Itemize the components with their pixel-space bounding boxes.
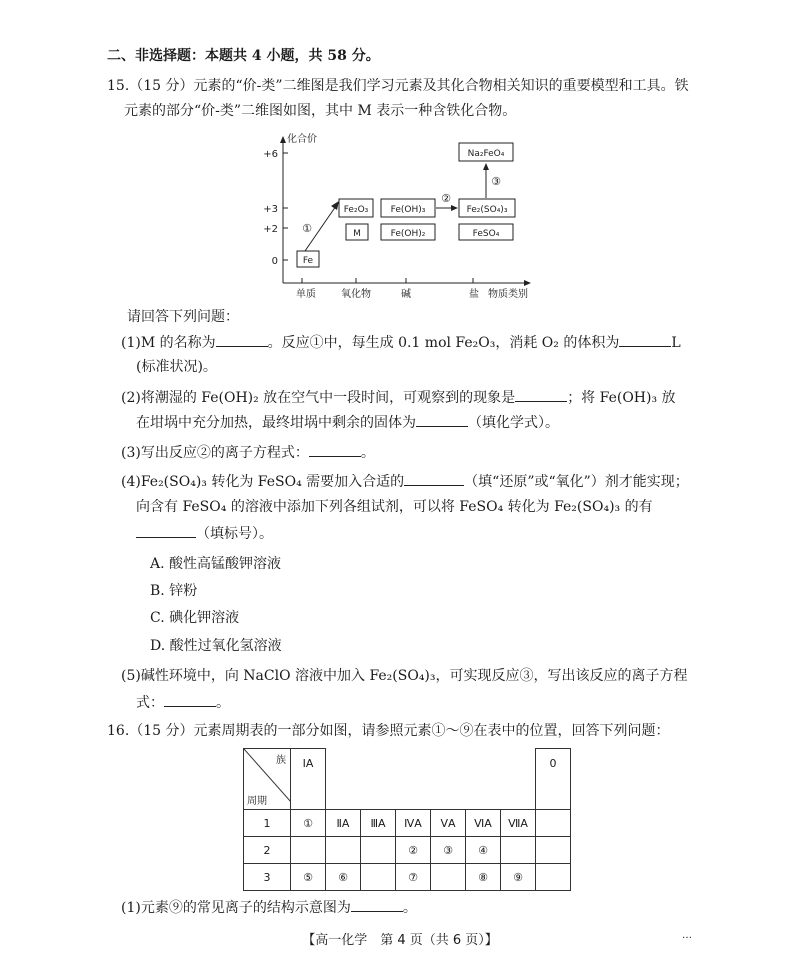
option-b: B. 锌粉 <box>150 583 198 599</box>
q15-prompt: 请回答下列问题： <box>127 309 239 325</box>
table-cell: 3 <box>244 864 291 891</box>
table-cell: ⑦ <box>396 864 431 891</box>
table-cell <box>501 837 536 864</box>
q15-p3-text-b: 。 <box>360 445 375 461</box>
q15-p1-text-c: L <box>671 335 681 351</box>
q15-intro-line1: 15.（15 分）元素的“价-类”二维图是我们学习元素及其化合物相关知识的重要模型和工具。铁 <box>107 78 689 94</box>
table-cell <box>431 864 466 891</box>
section-heading: 二、非选择题：本题共 4 小题，共 58 分。 <box>107 48 380 64</box>
table-cell: ⅦA <box>501 810 536 837</box>
table-cell: ② <box>396 837 431 864</box>
q15-part2-line1 <box>121 387 676 408</box>
q15-p1-text-a: (1)M 的名称为 <box>121 335 216 351</box>
answer-blank[interactable] <box>164 692 216 707</box>
answer-blank[interactable] <box>416 412 468 427</box>
q15-p2-text-a: (2)将潮湿的 Fe(OH)₂ 放在空气中一段时间，可观察到的现象是 <box>121 390 516 406</box>
table-cell: 2 <box>244 837 291 864</box>
reaction-label-1: ① <box>302 222 312 235</box>
answer-blank[interactable] <box>619 332 671 347</box>
fe-oh3-box: Fe(OH)₃ <box>390 205 426 215</box>
y-tick-label: +6 <box>263 149 278 160</box>
q15-p1-text-b: 。反应①中，每生成 0.1 mol Fe₂O₃，消耗 O₂ 的体积为 <box>267 335 620 351</box>
table-cell <box>291 837 326 864</box>
q15-p2-text-b: ；将 Fe(OH)₃ 放 <box>567 390 676 406</box>
q15-p2-text-d: （填化学式）。 <box>468 415 559 431</box>
feso4-box: FeSO₄ <box>472 229 500 239</box>
table-cell: ⅤA <box>431 810 466 837</box>
q15-part3 <box>121 442 375 463</box>
answer-blank[interactable] <box>136 523 196 538</box>
table-header-row <box>244 749 571 810</box>
table-row <box>244 864 571 891</box>
table-cell <box>361 864 396 891</box>
x-axis-label: 物质类别 <box>488 289 528 300</box>
q15-p4-text-a: (4)Fe₂(SO₄)₃ 转化为 FeSO₄ 需要加入合适的 <box>121 474 405 490</box>
option-d: D. 酸性过氧化氢溶液 <box>150 638 282 654</box>
y-tick-label: 0 <box>271 256 278 267</box>
table-cell <box>536 810 571 837</box>
x-category-label: 盐 <box>469 289 479 300</box>
table-cell <box>536 864 571 891</box>
option-a: A. 酸性高锰酸钾溶液 <box>150 556 282 572</box>
q15-part5-line1: (5)碱性环境中，向 NaClO 溶液中加入 Fe₂(SO₄)₃，可实现反应③，写出该反应的离子方程 <box>121 668 688 684</box>
corner-period-label: 周期 <box>247 796 267 807</box>
q15-intro-line2: 元素的部分“价-类”二维图如图，其中 M 表示一种含铁化合物。 <box>124 103 517 119</box>
q15-p4-text-b: （填“还原”或“氧化”）剂才能实现； <box>464 474 689 490</box>
fe2o3-box: Fe₂O₃ <box>343 205 369 215</box>
answer-blank[interactable] <box>351 897 403 912</box>
q16-intro: 16.（15 分）元素周期表的一部分如图，请参照元素①～⑨在表中的位置，回答下列问题： <box>107 723 670 739</box>
page-footer: 【高一化学 第 4 页（共 6 页）】 <box>302 933 498 948</box>
q15-part1-line2: (标准状况)。 <box>136 359 217 375</box>
x-category-label: 碱 <box>401 289 411 300</box>
q15-p4-text-d: （填标号）。 <box>196 526 273 542</box>
table-cell: ⅥA <box>466 810 501 837</box>
table-cell: ④ <box>466 837 501 864</box>
table-cell: ⅡA <box>326 810 361 837</box>
q15-p2-text-c: 在坩埚中充分加热，最终坩埚中剩余的固体为 <box>136 415 416 431</box>
na2feo4-box: Na₂FeO₄ <box>467 149 505 159</box>
option-c: C. 碘化钾溶液 <box>150 610 240 626</box>
answer-blank[interactable] <box>515 387 567 402</box>
y-tick-label: +3 <box>263 204 278 215</box>
x-category-label: 氧化物 <box>341 289 371 300</box>
answer-blank[interactable] <box>216 332 268 347</box>
table-cell <box>361 837 396 864</box>
table-cell: ⅣA <box>396 810 431 837</box>
fe2so43-box: Fe₂(SO₄)₃ <box>466 205 508 215</box>
q15-part4-line1 <box>121 471 689 492</box>
q15-p3-text-a: (3)写出反应②的离子方程式： <box>121 445 309 461</box>
corner-group-label: 族 <box>276 755 286 766</box>
group-1-header: ⅠA <box>291 749 326 810</box>
fe-oh2-box: Fe(OH)₂ <box>390 229 426 239</box>
corner-mark: … <box>682 930 692 941</box>
table-cell <box>536 837 571 864</box>
table-cell: ③ <box>431 837 466 864</box>
q15-part4-line3 <box>136 523 273 544</box>
fe-box: Fe <box>302 256 314 266</box>
x-category-label: 单质 <box>296 289 316 300</box>
group-0-header: 0 <box>536 749 571 810</box>
q15-p5-text-b: 式： <box>136 695 164 711</box>
periodic-table-fragment <box>243 748 571 891</box>
table-cell: ⑥ <box>326 864 361 891</box>
table-corner-cell <box>244 749 291 810</box>
y-tick-label: +2 <box>263 224 278 235</box>
q16-p1-text-b: 。 <box>402 900 417 916</box>
y-axis-label: 化合价 <box>287 134 317 145</box>
q15-p5-text-c: 。 <box>216 695 230 711</box>
table-row <box>244 837 571 864</box>
answer-blank[interactable] <box>404 471 464 486</box>
table-cell <box>326 837 361 864</box>
table-cell: ⑨ <box>501 864 536 891</box>
reaction-label-3: ③ <box>491 175 501 188</box>
answer-blank[interactable] <box>309 442 361 457</box>
q15-part1-line1 <box>121 332 681 353</box>
table-cell: ⑤ <box>291 864 326 891</box>
q15-part4-line2: 向含有 FeSO₄ 的溶液中添加下列各组试剂，可以将 FeSO₄ 转化为 Fe₂(SO₄)₃ 的有 <box>136 499 653 515</box>
m-box: M <box>353 229 361 239</box>
table-cell: 1 <box>244 810 291 837</box>
table-row <box>244 810 571 837</box>
q15-part5-line2 <box>136 692 230 713</box>
q15-part2-line2 <box>136 412 559 433</box>
q16-part1 <box>121 897 417 918</box>
table-cell: ⑧ <box>466 864 501 891</box>
table-cell: ① <box>291 810 326 837</box>
reaction-label-2: ② <box>441 192 451 205</box>
table-cell: ⅢA <box>361 810 396 837</box>
q16-p1-text-a: (1)元素⑨的常见离子的结构示意图为 <box>121 900 351 916</box>
table-gap <box>326 749 536 810</box>
